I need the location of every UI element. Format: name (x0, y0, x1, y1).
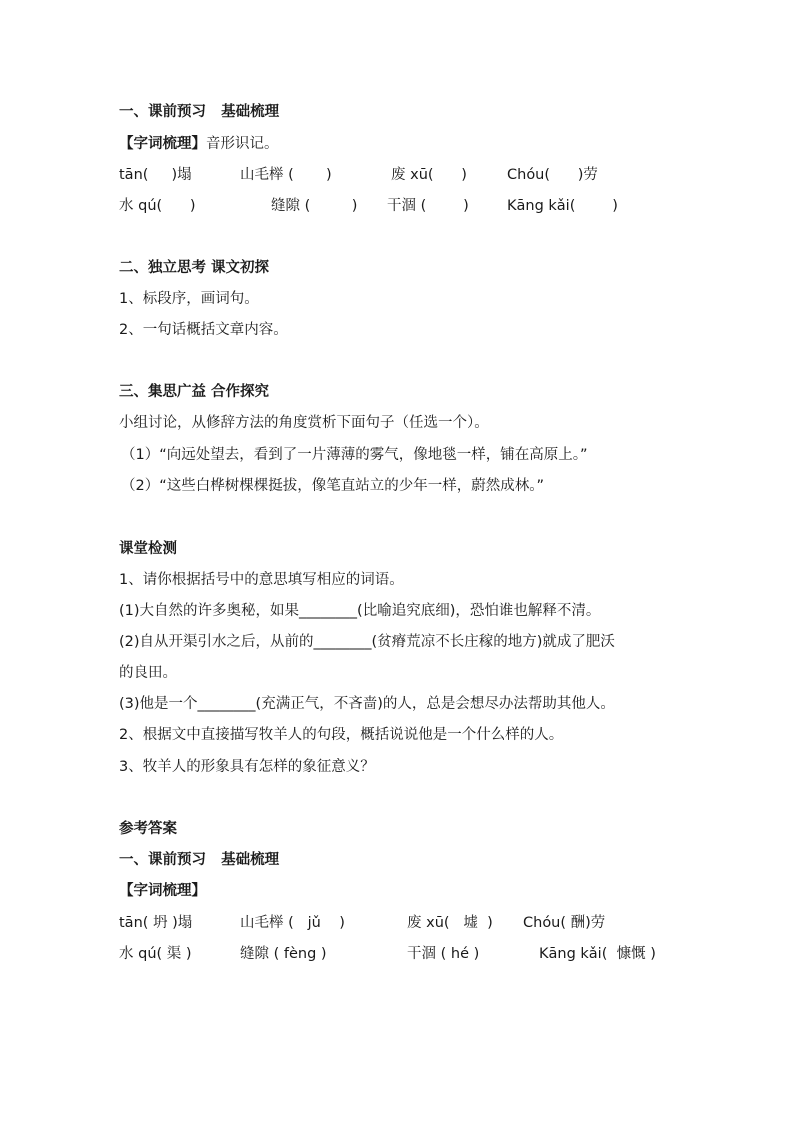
pinyin-item: 水 qú( ) (119, 198, 196, 214)
answer-row-2 (119, 944, 656, 1004)
thinking-item: 1、标段序，画词句。 (119, 291, 259, 307)
pinyin-item: 废 xū( ) (391, 167, 467, 183)
thinking-item: 2、一句话概括文章内容。 (119, 322, 288, 338)
answer-item: tān( 坍 )塌 (119, 915, 193, 931)
section-heading-preview: 一、课前预习 基础梳理 (119, 104, 280, 120)
explore-sentence: （1）“向远处望去，看到了一片薄薄的雾气，像地毯一样，铺在高原上。” (121, 447, 588, 463)
check-question-1-3: (3)他是一个________(充满正气，不吝啬)的人，总是会想尽办法帮助其他人。 (119, 696, 615, 712)
section-heading-explore: 三、集思广益 合作探究 (119, 384, 270, 400)
check-question-1: 1、请你根据括号中的意思填写相应的词语。 (119, 572, 404, 588)
check-question-1-2-cont: 的良田。 (119, 665, 177, 681)
check-question-1-2: (2)自从开渠引水之后，从前的________(贫瘠荒凉不长庄稼的地方)就成了肥沃 (119, 634, 615, 650)
pinyin-item: Chóu( )劳 (507, 167, 598, 183)
pinyin-item: 缝隙 ( ) (271, 198, 358, 214)
answer-item: 水 qú( 渠 ) (119, 946, 192, 962)
answers-title: 参考答案 (119, 821, 177, 837)
answer-item: Chóu( 酬)劳 (523, 915, 606, 931)
answers-heading: 一、课前预习 基础梳理 (119, 852, 280, 868)
answer-item: 山毛榉 ( jǔ ) (240, 915, 345, 931)
answer-item: 缝隙 ( fèng ) (240, 946, 327, 962)
answer-item: 废 xū( 墟 ) (407, 915, 493, 931)
pinyin-item: tān( )塌 (119, 167, 192, 183)
answer-item: Kāng kǎi( 慷慨 ) (539, 946, 656, 962)
explore-intro: 小组讨论，从修辞方法的角度赏析下面句子（任选一个）。 (119, 415, 489, 431)
explore-sentence: （2）“这些白桦树棵棵挺拔，像笔直站立的少年一样，蔚然成林。” (121, 478, 544, 494)
pinyin-item: Kāng kǎi( ) (507, 198, 618, 214)
word-study-label (119, 134, 279, 154)
check-question-3: 3、牧羊人的形象具有怎样的象征意义？ (119, 759, 375, 775)
section-heading-thinking: 二、独立思考 课文初探 (119, 260, 270, 276)
check-question-1-1: (1)大自然的许多奥秘，如果________(比喻追究底细)，恐怕谁也解释不清。 (119, 603, 601, 619)
section-heading-check: 课堂检测 (119, 541, 177, 557)
word-study-bracket: 【字词梳理】 (119, 136, 206, 152)
word-study-instruction: 音形识记。 (206, 136, 279, 152)
pinyin-item: 山毛榉 ( ) (240, 167, 332, 183)
check-question-2: 2、根据文中直接描写牧羊人的句段，概括说说他是一个什么样的人。 (119, 727, 564, 743)
answers-word-study-label: 【字词梳理】 (119, 883, 206, 899)
pinyin-row-2 (119, 196, 618, 256)
pinyin-item: 干涸 ( ) (387, 198, 469, 214)
answer-item: 干涸 ( hé ) (407, 946, 480, 962)
